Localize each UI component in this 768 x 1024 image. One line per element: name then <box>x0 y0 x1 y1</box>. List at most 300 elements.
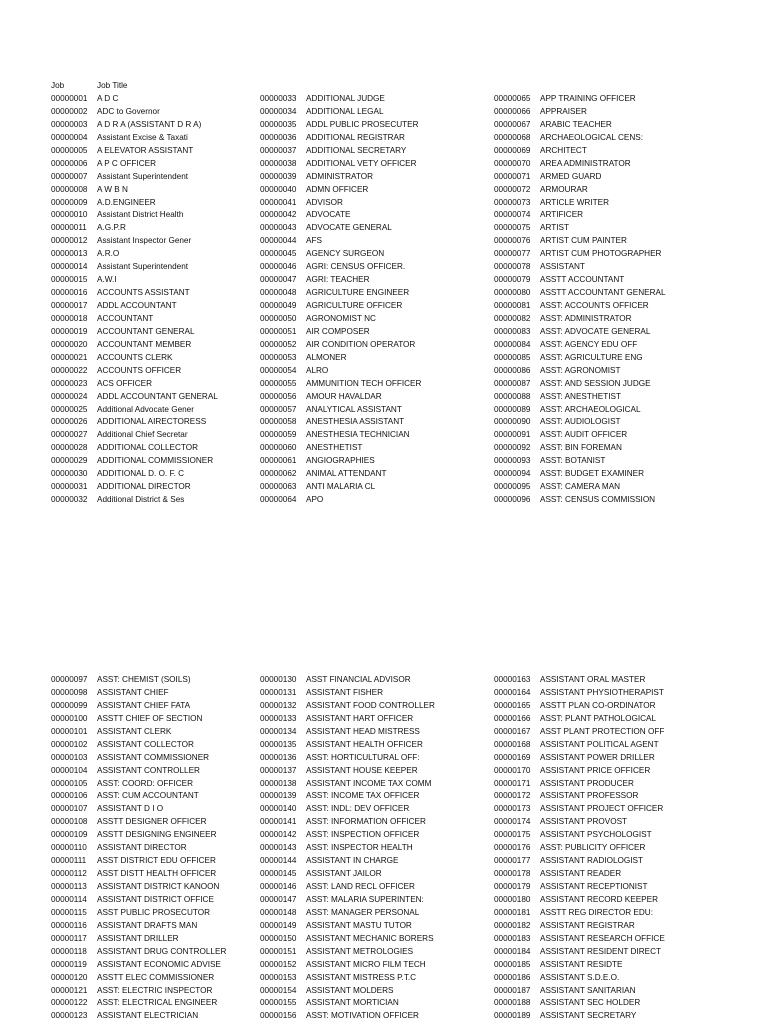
table-row <box>51 197 218 210</box>
table-row <box>260 946 435 959</box>
table-row <box>51 985 226 998</box>
table-row <box>260 481 421 494</box>
job-title: ALMONER <box>306 352 347 362</box>
job-code: 00000037 <box>260 145 297 155</box>
job-code: 00000062 <box>260 469 297 479</box>
job-code: 00000041 <box>260 197 297 207</box>
table-row <box>260 197 421 210</box>
job-title: ASST: CAMERA MAN <box>540 482 621 492</box>
table-row <box>260 209 421 222</box>
table-row <box>260 93 421 106</box>
job-code: 00000011 <box>51 223 87 233</box>
job-title: ADDITIONAL DIRECTOR <box>97 482 191 492</box>
table-row <box>494 365 666 378</box>
job-title: ASST PLANT PROTECTION OFF <box>540 726 665 736</box>
job-title: AGENCY SURGEON <box>306 249 385 259</box>
job-title: ASST: PUBLICITY OFFICER <box>540 843 646 853</box>
job-code: 00000174 <box>494 817 531 827</box>
job-title: ADDITIONAL AIRECTORESS <box>97 417 207 427</box>
job-title: ASSISTANT COMMISSIONER <box>97 752 210 762</box>
job-code: 00000032 <box>51 495 88 505</box>
job-code: 00000156 <box>260 1011 297 1021</box>
job-code: 00000167 <box>494 726 531 736</box>
table-row <box>51 920 226 933</box>
job-title: Additional District & Ses <box>97 495 185 505</box>
job-title: APPRAISER <box>540 106 587 116</box>
job-code: 00000101 <box>51 726 88 736</box>
job-title: ANESTHESIA TECHNICIAN <box>306 430 410 440</box>
job-code: 00000052 <box>260 339 297 349</box>
table-row <box>260 881 435 894</box>
job-title: ARABIC TEACHER <box>540 119 612 129</box>
table-row <box>260 442 421 455</box>
job-code: 00000110 <box>51 843 87 853</box>
job-title: ASST: CENSUS COMMISSION <box>540 495 656 505</box>
job-title: ASST: BIN FOREMAN <box>540 443 622 453</box>
job-title: ACCOUNTS ASSISTANT <box>97 288 190 298</box>
table-row <box>494 378 666 391</box>
job-title: ASST: AGRONOMIST <box>540 365 621 375</box>
table-row <box>494 907 665 920</box>
job-code: 00000155 <box>260 998 297 1008</box>
job-title: Additional Advocate Gener <box>97 404 194 414</box>
table-row <box>494 1010 665 1023</box>
job-title: ASST PUBLIC PROSECUTOR <box>97 907 210 917</box>
job-title: ASSISTANT METROLOGIES <box>306 946 414 956</box>
job-code: 00000171 <box>494 778 531 788</box>
job-code: 00000045 <box>260 249 297 259</box>
job-title: Additional Chief Secretar <box>97 430 188 440</box>
job-code: 00000048 <box>260 288 297 298</box>
job-title: ADDITIONAL VETY OFFICER <box>306 158 417 168</box>
job-code: 00000131 <box>260 687 297 697</box>
table-row <box>494 222 666 235</box>
table-row <box>494 468 666 481</box>
table-row <box>494 985 665 998</box>
table-row <box>51 391 218 404</box>
job-code: 00000030 <box>51 469 88 479</box>
table-row <box>51 959 226 972</box>
job-title: ASSTT ELEC COMMISSIONER <box>97 972 215 982</box>
job-code: 00000006 <box>51 158 88 168</box>
job-title: Assistant Superintendent <box>97 262 189 272</box>
job-title: ASST: MALARIA SUPERINTEN: <box>306 894 424 904</box>
job-title: ASST DISTRICT EDU OFFICER <box>97 856 216 866</box>
job-code: 00000141 <box>260 817 297 827</box>
table-row <box>51 713 226 726</box>
table-row <box>51 339 218 352</box>
job-code: 00000111 <box>51 856 87 866</box>
job-title: ADDL PUBLIC PROSECUTER <box>306 119 419 129</box>
job-code: 00000072 <box>494 184 531 194</box>
table-row <box>260 468 421 481</box>
table-row <box>494 713 665 726</box>
table-row <box>260 171 421 184</box>
job-title: ADDITIONAL COLLECTOR <box>97 443 198 453</box>
table-row <box>51 326 218 339</box>
job-code: 00000099 <box>51 700 88 710</box>
table-row <box>51 455 218 468</box>
table-row <box>51 93 218 106</box>
job-code: 00000149 <box>260 920 297 930</box>
table-row <box>494 235 666 248</box>
job-title: ACCOUNTS OFFICER <box>97 365 182 375</box>
table-row <box>51 494 218 507</box>
job-title: ASSISTANT RESEARCH OFFICE <box>540 933 665 943</box>
job-code: 00000115 <box>51 907 87 917</box>
job-title: ASSTT CHIEF OF SECTION <box>97 713 203 723</box>
table-row <box>260 894 435 907</box>
job-code: 00000063 <box>260 482 297 492</box>
table-row <box>51 972 226 985</box>
job-code: 00000095 <box>494 482 531 492</box>
job-title: ASSISTANT REGISTRAR <box>540 920 635 930</box>
job-code: 00000118 <box>51 946 87 956</box>
job-title: ADDITIONAL COMMISSIONER <box>97 456 214 466</box>
table-row <box>260 1010 435 1023</box>
job-title: ASSISTANT DRAFTS MAN <box>97 920 198 930</box>
job-title: ASSTT ACCOUNTANT GENERAL <box>540 288 666 298</box>
table-row <box>51 752 226 765</box>
job-code: 00000080 <box>494 288 531 298</box>
job-code: 00000008 <box>51 184 88 194</box>
job-code: 00000150 <box>260 933 297 943</box>
job-code: 00000064 <box>260 495 297 505</box>
job-code: 00000172 <box>494 791 531 801</box>
table-row <box>260 339 421 352</box>
job-code: 00000029 <box>51 456 88 466</box>
table-row <box>51 933 226 946</box>
table-row <box>494 455 666 468</box>
job-code: 00000135 <box>260 739 297 749</box>
table-row <box>51 997 226 1010</box>
job-title: ADDITIONAL REGISTRAR <box>306 132 405 142</box>
table-row <box>494 726 665 739</box>
job-title: ADDL ACCOUNTANT <box>97 301 177 310</box>
job-column-header: Job <box>51 81 65 90</box>
job-code: 00000022 <box>51 365 88 375</box>
table-row <box>51 261 218 274</box>
table-row <box>494 972 665 985</box>
job-code: 00000067 <box>494 119 531 129</box>
job-code: 00000021 <box>51 352 88 362</box>
table-row <box>260 687 435 700</box>
job-code: 00000054 <box>260 365 297 375</box>
job-code: 00000088 <box>494 391 531 401</box>
job-title-column-header: Job Title <box>97 81 128 90</box>
table-row <box>260 920 435 933</box>
job-code: 00000023 <box>51 378 88 388</box>
job-code: 00000073 <box>494 197 531 207</box>
job-code: 00000079 <box>494 275 531 285</box>
job-title: ANTI MALARIA CL <box>306 482 376 492</box>
table-row <box>494 842 665 855</box>
table-row <box>260 274 421 287</box>
job-title: A D R A (ASSISTANT D R A) <box>97 119 202 129</box>
table-row <box>260 803 435 816</box>
job-title: ASSISTANT MISTRESS P.T.C <box>306 972 417 982</box>
job-code: 00000065 <box>494 94 531 103</box>
job-code: 00000153 <box>260 972 297 982</box>
job-title: ASSISTANT PRODUCER <box>540 778 634 788</box>
job-title: AREA ADMINISTRATOR <box>540 158 631 168</box>
table-row <box>494 674 665 687</box>
table-row <box>51 726 226 739</box>
job-title: ACCOUNTANT <box>97 313 154 323</box>
job-title: ASSISTANT JAILOR <box>306 869 382 879</box>
job-title: ACCOUNTS CLERK <box>97 352 173 362</box>
job-title: ANALYTICAL ASSISTANT <box>306 404 402 414</box>
block1-column3 <box>494 93 666 507</box>
job-code: 00000074 <box>494 210 531 220</box>
table-row <box>260 907 435 920</box>
job-code: 00000018 <box>51 313 88 323</box>
table-row <box>494 248 666 261</box>
job-title: ASST: INCOME TAX OFFICER <box>306 791 420 801</box>
job-code: 00000188 <box>494 998 531 1008</box>
job-code: 00000133 <box>260 713 297 723</box>
table-row <box>260 326 421 339</box>
job-code: 00000185 <box>494 959 531 969</box>
job-title: ASSTT DESIGNER OFFICER <box>97 817 207 827</box>
table-row <box>494 326 666 339</box>
job-code: 00000050 <box>260 313 297 323</box>
job-title: ASSISTANT CHIEF FATA <box>97 700 191 710</box>
job-title: ASSISTANT RESIDTE <box>540 959 623 969</box>
job-code: 00000117 <box>51 933 87 943</box>
job-code: 00000069 <box>494 145 531 155</box>
job-code: 00000096 <box>494 495 531 505</box>
job-code: 00000068 <box>494 132 531 142</box>
job-code: 00000060 <box>260 443 297 453</box>
job-code: 00000173 <box>494 804 531 814</box>
job-title: ASSTT REG DIRECTOR EDU: <box>540 907 653 917</box>
job-title: ASSISTANT CLERK <box>97 726 172 736</box>
job-title: ASSISTANT FISHER <box>306 687 384 697</box>
job-title: ASST: CUM ACCOUNTANT <box>97 791 199 801</box>
table-row <box>51 481 218 494</box>
table-row <box>260 790 435 803</box>
table-row <box>494 416 666 429</box>
job-title: ASSISTANT S.D.E.O. <box>540 972 620 982</box>
table-row <box>51 184 218 197</box>
job-title: ASSISTANT MECHANIC BORERS <box>306 933 434 943</box>
table-row <box>260 132 421 145</box>
job-title: ASSISTANT DRILLER <box>97 933 179 943</box>
job-title: ASSISTANT PSYCHOLOGIST <box>540 830 652 840</box>
job-code: 00000134 <box>260 726 297 736</box>
job-title: AFS <box>306 236 322 246</box>
table-row <box>51 855 226 868</box>
job-code: 00000013 <box>51 249 88 259</box>
job-code: 00000014 <box>51 262 88 272</box>
job-title: ANGIOGRAPHIES <box>306 456 375 466</box>
table-row <box>51 907 226 920</box>
job-code: 00000106 <box>51 791 88 801</box>
job-title: ASSISTANT <box>540 262 585 272</box>
job-code: 00000044 <box>260 236 297 246</box>
job-title: ASST: BUDGET EXAMINER <box>540 469 645 479</box>
job-title: ASSISTANT MASTU TUTOR <box>306 920 412 930</box>
table-row <box>51 700 226 713</box>
table-row <box>260 287 421 300</box>
job-code: 00000136 <box>260 752 297 762</box>
job-title: ARCHITECT <box>540 145 587 155</box>
job-code: 00000114 <box>51 894 87 904</box>
job-code: 00000081 <box>494 301 531 310</box>
job-title: ASSISTANT ECONOMIC ADVISE <box>97 959 221 969</box>
job-title: ASST: AND SESSION JUDGE <box>540 378 651 388</box>
job-code: 00000077 <box>494 249 531 259</box>
job-title: ASST: INSPECTION OFFICER <box>306 830 420 840</box>
table-header <box>51 80 128 93</box>
job-code: 00000070 <box>494 158 531 168</box>
table-row <box>260 829 435 842</box>
job-title: ASSISTANT ELECTRICIAN <box>97 1011 199 1021</box>
table-row <box>260 248 421 261</box>
table-row <box>260 184 421 197</box>
job-title: ASST: PLANT PATHOLOGICAL <box>540 713 657 723</box>
job-title: ARMOURAR <box>540 184 588 194</box>
table-row <box>51 803 226 816</box>
job-code: 00000105 <box>51 778 88 788</box>
job-title: ADVOCATE GENERAL <box>306 223 392 233</box>
job-code: 00000130 <box>260 675 297 684</box>
job-title: ASSISTANT SECRETARY <box>540 1011 637 1021</box>
table-row <box>260 765 435 778</box>
table-row <box>260 300 421 313</box>
job-title: ARMED GUARD <box>540 171 602 181</box>
table-row <box>260 985 435 998</box>
job-code: 00000116 <box>51 920 87 930</box>
table-row <box>494 700 665 713</box>
job-code: 00000002 <box>51 106 88 116</box>
job-code: 00000139 <box>260 791 297 801</box>
table-row <box>494 959 665 972</box>
job-title: AMOUR HAVALDAR <box>306 391 382 401</box>
job-code: 00000024 <box>51 391 88 401</box>
table-row <box>494 391 666 404</box>
table-row <box>494 803 665 816</box>
job-code: 00000055 <box>260 378 297 388</box>
job-title: ARTIFICER <box>540 210 584 220</box>
table-row <box>51 106 218 119</box>
job-title: ASST: MANAGER PERSONAL <box>306 907 420 917</box>
table-row <box>260 416 421 429</box>
job-title: ASST: AGENCY EDU OFF <box>540 339 638 349</box>
table-row <box>494 158 666 171</box>
table-row <box>494 300 666 313</box>
table-row <box>494 287 666 300</box>
job-title: ADDITIONAL SECRETARY <box>306 145 407 155</box>
job-code: 00000066 <box>494 106 531 116</box>
table-row <box>494 442 666 455</box>
job-code: 00000102 <box>51 739 88 749</box>
table-row <box>494 119 666 132</box>
job-title: ARTIST <box>540 223 569 233</box>
job-code: 00000165 <box>494 700 531 710</box>
table-row <box>260 933 435 946</box>
job-code: 00000092 <box>494 443 531 453</box>
job-title: ASST: BOTANIST <box>540 456 606 466</box>
table-row <box>51 842 226 855</box>
job-title: ASSISTANT PHYSIOTHERAPIST <box>540 687 664 697</box>
block2-column3 <box>494 674 665 1023</box>
job-code: 00000142 <box>260 830 297 840</box>
table-row <box>494 687 665 700</box>
job-code: 00000132 <box>260 700 297 710</box>
job-title: ASSISTANT MICRO FILM TECH <box>306 959 426 969</box>
job-code: 00000094 <box>494 469 531 479</box>
table-row <box>51 829 226 842</box>
job-code: 00000039 <box>260 171 297 181</box>
table-row <box>494 106 666 119</box>
table-row <box>51 765 226 778</box>
table-row <box>51 816 226 829</box>
table-row <box>51 868 226 881</box>
job-title: A ELEVATOR ASSISTANT <box>97 145 194 155</box>
table-row <box>51 158 218 171</box>
job-title: ASSISTANT HART OFFICER <box>306 713 414 723</box>
table-row <box>260 365 421 378</box>
job-code: 00000034 <box>260 106 297 116</box>
job-code: 00000164 <box>494 687 531 697</box>
table-row <box>260 972 435 985</box>
job-code: 00000071 <box>494 171 531 181</box>
block2-column2 <box>260 674 435 1023</box>
job-code: 00000104 <box>51 765 88 775</box>
job-title: ADVISOR <box>306 197 343 207</box>
table-row <box>260 959 435 972</box>
job-code: 00000047 <box>260 275 297 285</box>
job-code: 00000076 <box>494 236 531 246</box>
job-code: 00000004 <box>51 132 88 142</box>
table-row <box>494 274 666 287</box>
job-title: AGRI: TEACHER <box>306 275 370 285</box>
job-code: 00000061 <box>260 456 297 466</box>
job-code: 00000122 <box>51 998 88 1008</box>
table-row <box>51 468 218 481</box>
job-title: ARTICLE WRITER <box>540 197 609 207</box>
table-row <box>494 933 665 946</box>
job-code: 00000075 <box>494 223 531 233</box>
block2-column1 <box>51 674 226 1023</box>
job-code: 00000182 <box>494 920 531 930</box>
table-row <box>494 997 665 1010</box>
job-code: 00000056 <box>260 391 297 401</box>
job-code: 00000147 <box>260 894 297 904</box>
job-code: 00000186 <box>494 972 531 982</box>
table-row <box>494 868 665 881</box>
job-code: 00000005 <box>51 145 88 155</box>
job-code: 00000097 <box>51 675 88 684</box>
job-title: ASSISTANT POLITICAL AGENT <box>540 739 659 749</box>
job-code: 00000166 <box>494 713 531 723</box>
job-title: ASST DISTT HEALTH OFFICER <box>97 869 217 879</box>
job-code: 00000058 <box>260 417 297 427</box>
job-code: 00000025 <box>51 404 88 414</box>
table-row <box>494 339 666 352</box>
job-title: ASSISTANT INCOME TAX COMM <box>306 778 432 788</box>
table-row <box>260 313 421 326</box>
table-row <box>51 248 218 261</box>
job-code: 00000123 <box>51 1011 88 1021</box>
table-row <box>260 726 435 739</box>
table-row <box>51 171 218 184</box>
job-code: 00000178 <box>494 869 531 879</box>
table-row <box>51 674 226 687</box>
job-title: ASST: INSPECTOR HEALTH <box>306 843 413 853</box>
